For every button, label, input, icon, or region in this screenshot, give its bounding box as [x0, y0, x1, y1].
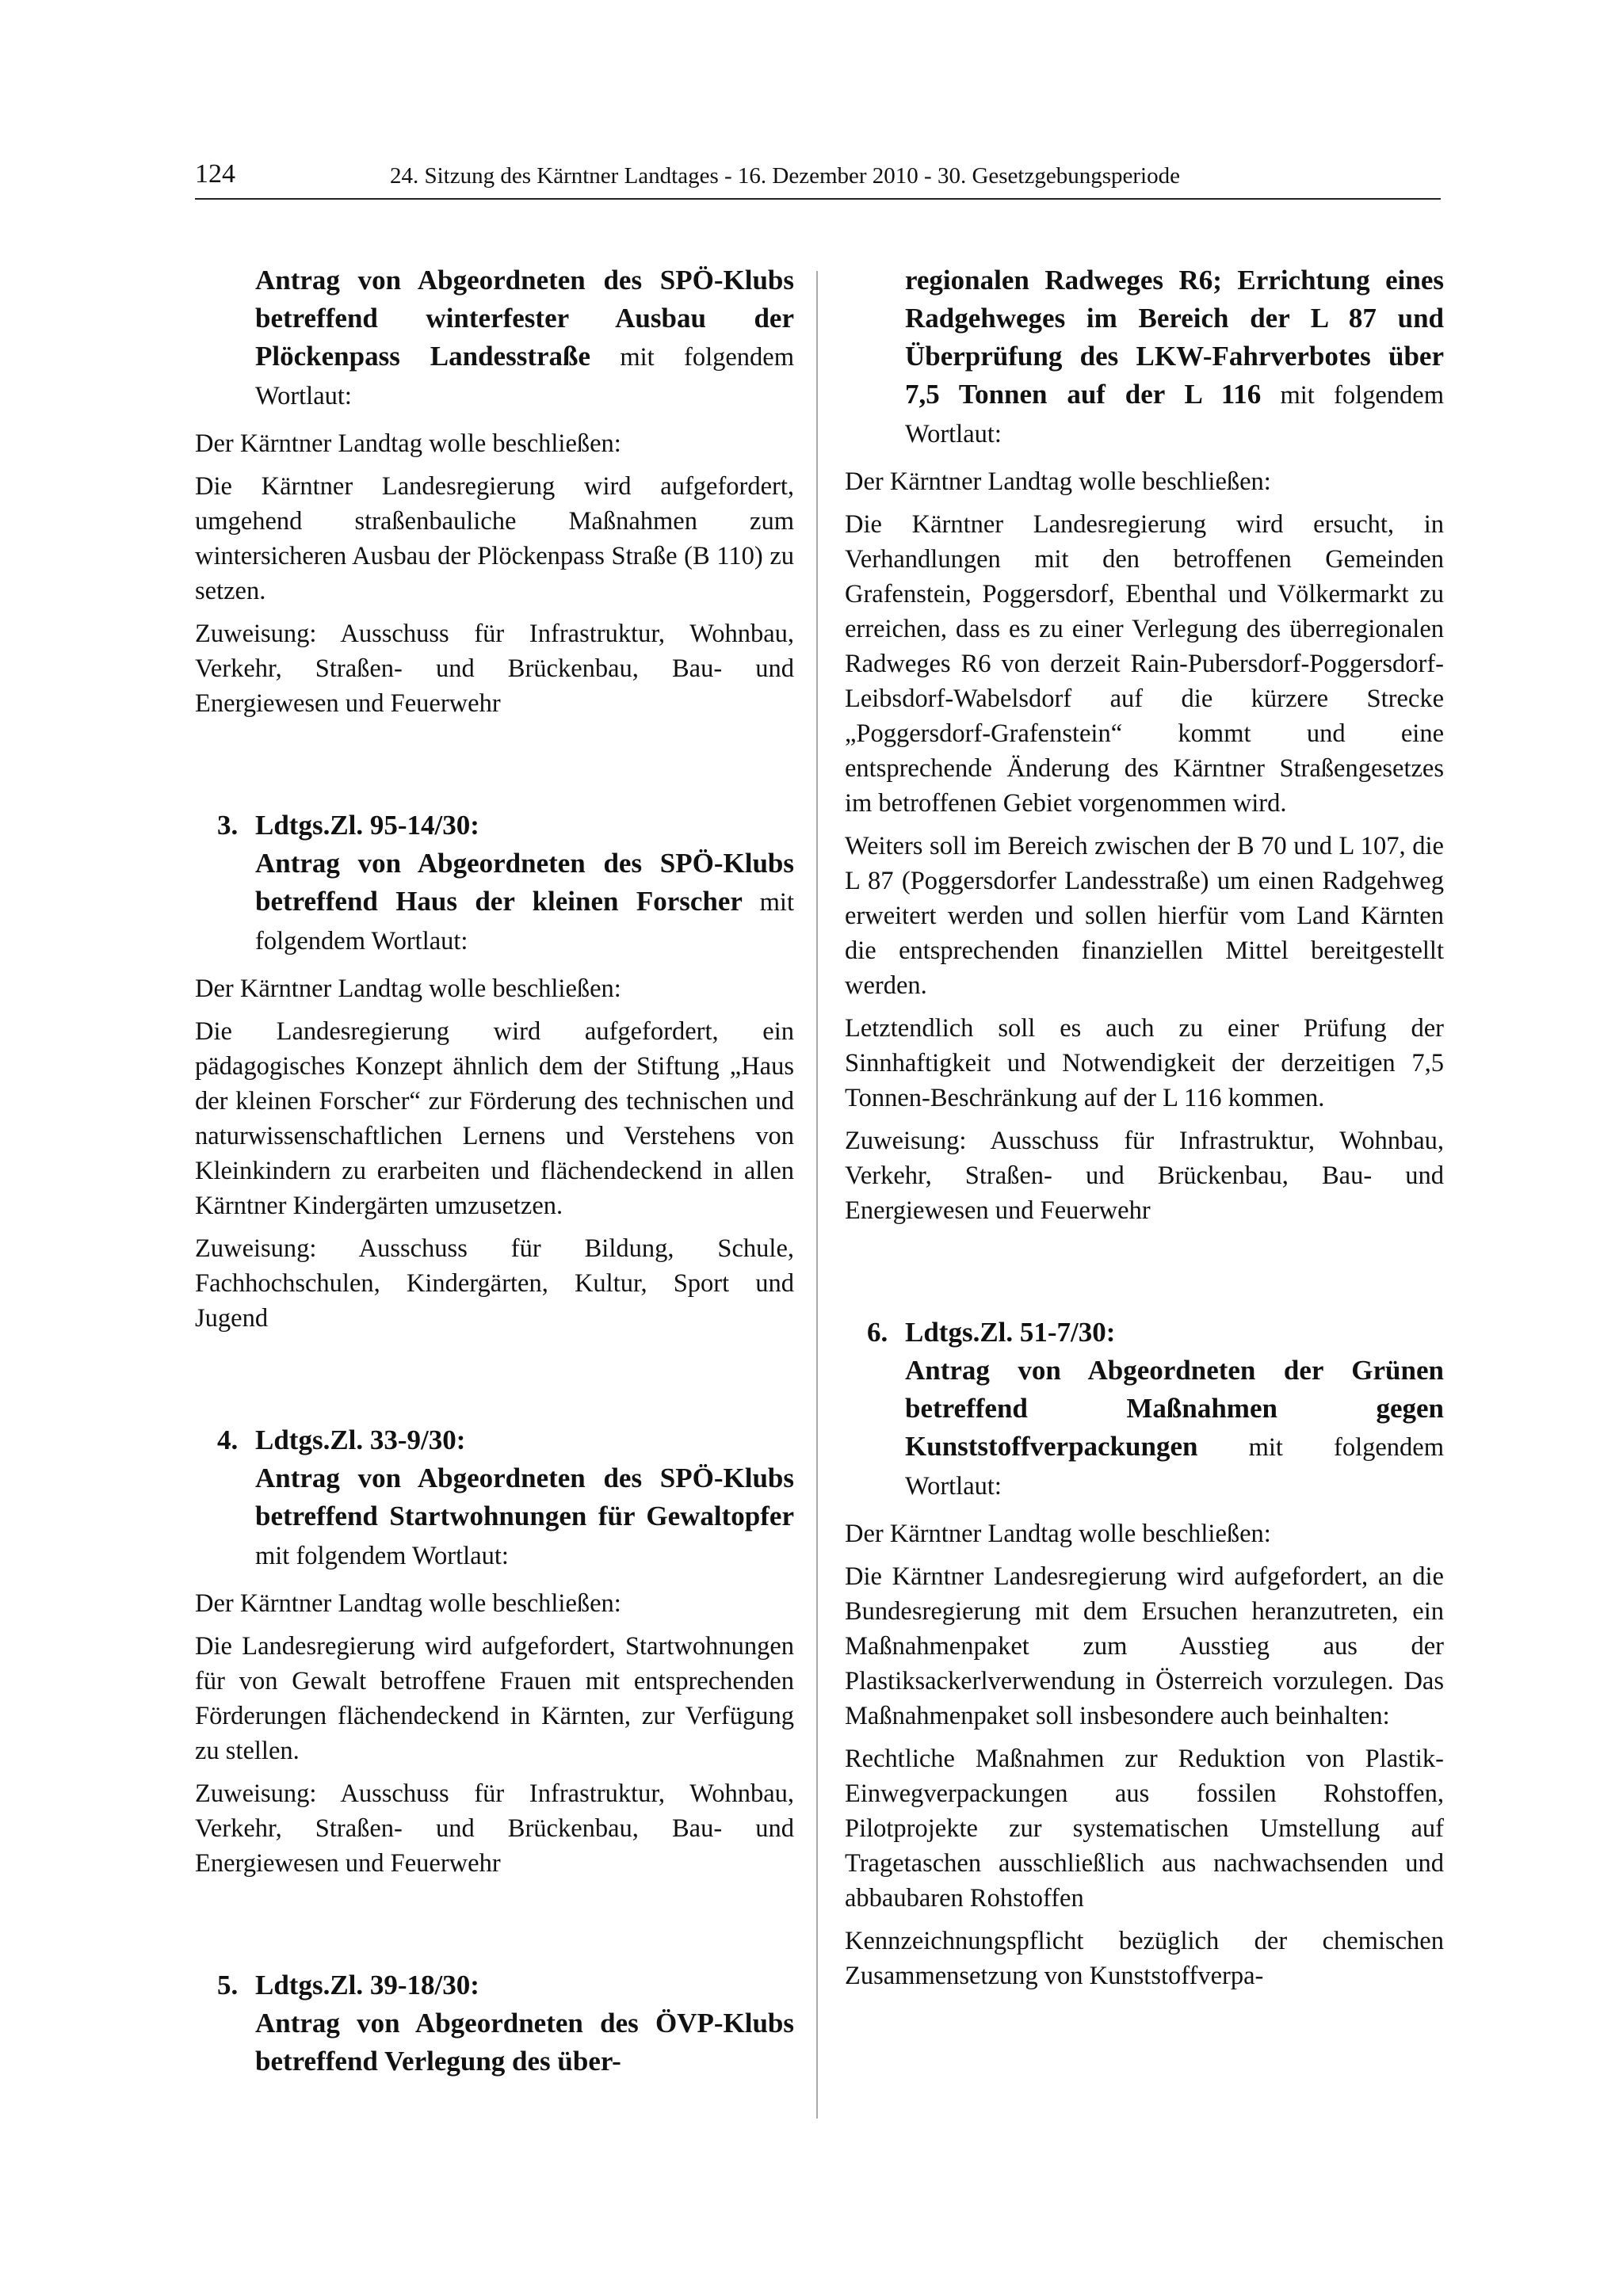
motion-title-tail: mit folgendem Wortlaut:: [255, 343, 794, 410]
column-divider: [816, 271, 818, 2119]
motion-title: Antrag von Abgeordneten des SPÖ-Klubs betreffend Haus der kleinen Forscher: [255, 848, 794, 917]
right-column: [845, 261, 1444, 2001]
resolution-text: Die Landesregierung wird aufgefordert, Startwohnungen für von Gewalt betroffene Frauen mit entsprechenden Förderungen flächendeckend in Kärnten, zur Verfügung zu stellen.: [195, 1632, 794, 1765]
committee-assignment: Zuweisung: Ausschuss für Infrastruktur, Wohnbau, Verkehr, Straßen- und Brückenbau, Bau- und Energiewesen und Feuerwehr: [845, 1127, 1444, 1225]
resolution-intro: Der Kärntner Landtag wolle beschließen:: [845, 467, 1271, 496]
item-number: 6.: [867, 1317, 888, 1348]
resolution-text: Kennzeichnungspflicht bezüglich der chemischen Zusammensetzung von Kunststoffverpa-: [845, 1927, 1444, 1990]
committee-assignment: Zuweisung: Ausschuss für Bildung, Schule, Fachhochschulen, Kindergärten, Kultur, Sport und Jugend: [195, 1234, 794, 1333]
motion-item-3: [195, 807, 794, 1336]
page-number: 124: [195, 159, 235, 189]
motion-title-tail: mit folgendem Wortlaut:: [255, 888, 794, 955]
motion-title: regionalen Radweges R6; Errichtung eines Radgehweges im Bereich der L 87 und Überprüfung des LKW-Fahrverbotes über 7,5 Tonnen auf der L 116: [905, 265, 1444, 410]
committee-assignment: Zuweisung: Ausschuss für Infrastruktur, Wohnbau, Verkehr, Straßen- und Brückenbau, Bau- und Energiewesen und Feuerwehr: [195, 1779, 794, 1878]
resolution-text: Rechtliche Maßnahmen zur Reduktion von Plastik-Einwegverpackungen aus fossilen Rohstoffen, Pilotprojekte zur systematischen Umstellung auf Tragetaschen ausschließlich aus nachwachsenden und abbaubaren Rohstoffen: [845, 1745, 1444, 1913]
motion-heading: [195, 807, 794, 960]
reference-number: Ldtgs.Zl. 51-7/30:: [905, 1317, 1116, 1348]
motion-title: Antrag von Abgeordneten des SPÖ-Klubs betreffend winterfester Ausbau der Plöckenpass Landesstraße: [255, 265, 794, 372]
resolution-text: Weiters soll im Bereich zwischen der B 70 und L 107, die L 87 (Poggersdorfer Landesstraße) um einen Radgehweg erweitert werden und sollen hierfür vom Land Kärnten die entsprechenden finanziellen Mittel bereitgestellt werden.: [845, 832, 1444, 1000]
motion-title-tail: mit folgendem Wortlaut:: [905, 381, 1445, 448]
motion-heading: [195, 1966, 794, 2081]
resolution-intro: Der Kärntner Landtag wolle beschließen:: [195, 1589, 621, 1618]
motion-title: Antrag von Abgeordneten des SPÖ-Klubs betreffend Startwohnungen für Gewaltopfer: [255, 1463, 794, 1531]
motion-heading: [195, 1421, 794, 1575]
resolution-text: Die Kärntner Landesregierung wird ersucht, in Verhandlungen mit den betroffenen Gemeinden Grafenstein, Poggersdorf, Ebenthal und Völkermarkt zu erreichen, dass es zu einer Verlegung des überregionalen Radweges R6 von derzeit Rain-Pubersdorf-Poggersdorf-Leibsdorf-Wabelsdorf auf die kürzere Strecke „Poggersdorf-Grafenstein“ kommt und eine entsprechende Änderung des Kärntner Straßengesetzes im betroffenen Gebiet vorgenommen wird.: [845, 510, 1444, 818]
motion-title: Antrag von Abgeordneten des ÖVP-Klubs betreffend Verlegung des über-: [255, 2008, 794, 2077]
motion-item-2: [195, 261, 794, 721]
resolution-text: Letztendlich soll es auch zu einer Prüfung der Sinnhaftigkeit und Notwendigkeit der derzeitigen 7,5 Tonnen-Beschränkung auf der L 116 kommen.: [845, 1014, 1444, 1112]
motion-title-tail: mit folgendem Wortlaut:: [255, 1542, 509, 1570]
resolution-intro: Der Kärntner Landtag wolle beschließen:: [845, 1520, 1271, 1548]
item-number: 5.: [217, 1970, 239, 2000]
resolution-text: Die Kärntner Landesregierung wird aufgefordert, an die Bundesregierung mit dem Ersuchen heranzutreten, ein Maßnahmenpaket zum Ausstieg aus der Plastiksackerlverwendung in Österreich vorzulegen. Das Maßnahmenpaket soll insbesondere auch beinhalten:: [845, 1562, 1444, 1730]
motion-item-6: [845, 1314, 1444, 1993]
motion-item-5-continued: [845, 261, 1444, 1228]
motion-title: Antrag von Abgeordneten der Grünen betreffend Maßnahmen gegen Kunststoffverpackungen: [905, 1355, 1444, 1462]
motion-item-4: [195, 1421, 794, 1881]
reference-number: Ldtgs.Zl. 39-18/30:: [255, 1970, 479, 2000]
motion-heading: [195, 261, 794, 415]
resolution-intro: Der Kärntner Landtag wolle beschließen:: [195, 429, 621, 458]
page-header: [195, 155, 1441, 200]
motion-heading: [845, 261, 1444, 453]
resolution-text: Die Kärntner Landesregierung wird aufgefordert, umgehend straßenbauliche Maßnahmen zum wintersicheren Ausbau der Plöckenpass Straße (B 110) zu setzen.: [195, 472, 794, 605]
running-title: 24. Sitzung des Kärntner Landtages - 16. Dezember 2010 - 30. Gesetzgebungsperiode: [390, 163, 1180, 189]
motion-item-5: [195, 1966, 794, 2081]
motion-title-tail: mit folgendem Wortlaut:: [905, 1433, 1444, 1501]
reference-number: Ldtgs.Zl. 95-14/30:: [255, 810, 479, 841]
committee-assignment: Zuweisung: Ausschuss für Infrastruktur, Wohnbau, Verkehr, Straßen- und Brückenbau, Bau- und Energiewesen und Feuerwehr: [195, 620, 794, 718]
reference-number: Ldtgs.Zl. 33-9/30:: [255, 1425, 466, 1455]
left-column: [195, 261, 794, 2092]
item-number: 4.: [217, 1425, 239, 1455]
resolution-intro: Der Kärntner Landtag wolle beschließen:: [195, 974, 621, 1003]
motion-heading: [845, 1314, 1444, 1505]
resolution-text: Die Landesregierung wird aufgefordert, ein pädagogisches Konzept ähnlich dem der Stiftung „Haus der kleinen Forscher“ zur Förderung des technischen und naturwissenschaftlichen Lernens und Verstehens von Kleinkindern zu erarbeiten und flächendeckend in allen Kärntner Kindergärten umzusetzen.: [195, 1017, 794, 1220]
item-number: 3.: [217, 810, 239, 841]
